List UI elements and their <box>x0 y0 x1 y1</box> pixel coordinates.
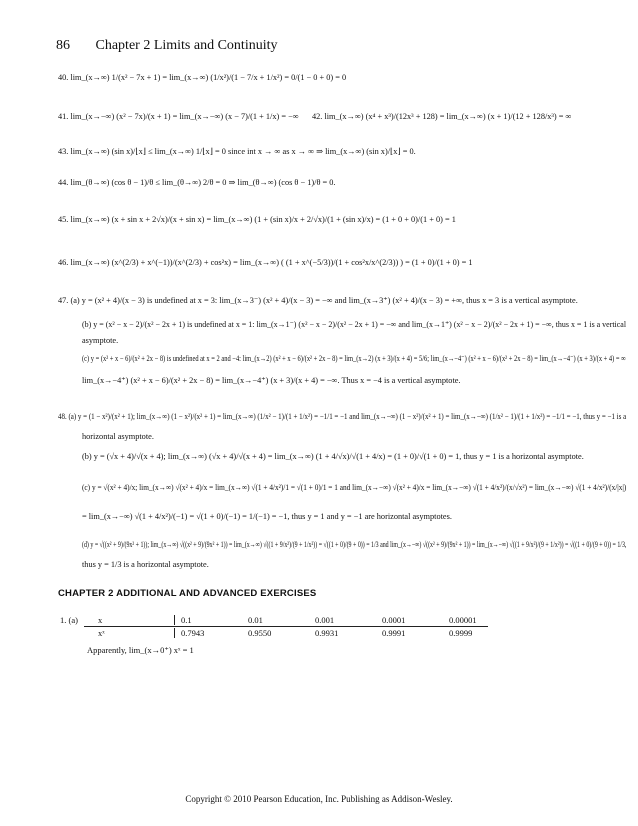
exercise-48-b: (b) y = (√x + 4)/√(x + 4); lim_(x→∞) (√x + 4)/√(x + 4) = lim_(x→∞) (1 + 4/√x)/√(1 + 4/x) = (1 + 0)/√(1 + 0) = 1, thus y = 1 is a horizontal asymptote. <box>82 452 584 461</box>
exercise-48-c-cont: = lim_(x→−∞) √(1 + 4/x²)/(−1) = √(1 + 0)/(−1) = 1/(−1) = −1, thus y = 1 and y = −1 are horizontal asymptotes. <box>82 512 452 521</box>
exercise-44: 44. lim_(θ→∞) (cos θ − 1)/θ ≤ lim_(θ→∞) 2/θ = 0 ⇒ lim_(θ→∞) (cos θ − 1)/θ = 0. <box>58 178 336 187</box>
chapter-title: Chapter 2 Limits and Continuity <box>95 38 278 53</box>
table-cell: 0.9931 <box>315 627 339 638</box>
exercise-47-c: (c) y = (x² + x − 6)/(x² + 2x − 8) is undefined at x = 2 and −4: lim_(x→2) (x² + x − 6)/(x² + 2x − 8) = lim_(x→2) (x + 3)/(x + 4) = 5/6; lim_(x→−4⁻) (x² + x − 6)/(x² + 2x − 8) = lim_(x→−4⁻) (x + 3)/(x + 4) = ∞ <box>82 354 626 363</box>
table-cell: 0.9550 <box>248 627 272 638</box>
table-conclusion: Apparently, lim_(x→0⁺) xˣ = 1 <box>87 645 194 655</box>
table-cell: 0.00001 <box>449 614 477 625</box>
exercise-41: 41. lim_(x→−∞) (x² − 7x)/(x + 1) = lim_(x→−∞) (x − 7)/(1 + 1/x) = −∞ <box>58 112 299 121</box>
table-divider <box>84 626 488 627</box>
table-cell: 0.001 <box>315 614 335 625</box>
table-cell: 0.9999 <box>449 627 473 638</box>
row-label-x: x <box>90 615 175 625</box>
exercise-47-b: (b) y = (x² − x − 2)/(x² − 2x + 1) is undefined at x = 1: lim_(x→1⁻) (x² − x − 2)/(x² − 2x + 1) = −∞ and lim_(x→1⁺) (x² − x − 2)/(x² − 2x + 1) = −∞, thus x = 1 is a vertical <box>82 320 627 329</box>
exercise-47-c-cont: lim_(x→−4⁺) (x² + x − 6)/(x² + 2x − 8) = lim_(x→−4⁺) (x + 3)/(x + 4) = −∞. Thus x = −4 is a vertical asymptote. <box>82 376 461 385</box>
table-cell: 0.7943 <box>181 627 205 638</box>
table-cell: 0.01 <box>248 614 263 625</box>
exercise-45: 45. lim_(x→∞) (x + sin x + 2√x)/(x + sin x) = lim_(x→∞) (1 + (sin x)/x + 2/√x)/(1 + (sin x)/x) = (1 + 0 + 0)/(1 + 0) = 1 <box>58 215 456 224</box>
exercise-48-d-cont: thus y = 1/3 is a horizontal asymptote. <box>82 560 209 569</box>
table-row <box>60 613 510 626</box>
table-label: 1. (a) <box>60 614 78 625</box>
exercise-40: 40. lim_(x→∞) 1/(x² − 7x + 1) = lim_(x→∞) (1/x²)/(1 − 7/x + 1/x²) = 0/(1 − 0 + 0) = 0 <box>58 73 347 82</box>
exercise-47-a: 47. (a) y = (x² + 4)/(x − 3) is undefined at x = 3: lim_(x→3⁻) (x² + 4)/(x − 3) = −∞ and lim_(x→3⁺) (x² + 4)/(x − 3) = +∞, thus x = 3 is a vertical asymptote. <box>58 296 578 305</box>
table-row <box>60 626 510 639</box>
table-cell: 0.9991 <box>382 627 406 638</box>
table-cell: 0.1 <box>181 614 192 625</box>
page-number: 86 <box>56 38 70 53</box>
exercise-48-d: (d) y = √((x² + 9)/(9x² + 1)); lim_(x→∞) √((x² + 9)/(9x² + 1)) = lim_(x→∞) √((1 + 9/x²)/(9 + 1/x²)) = √((1 + 0)/(9 + 0)) = 1/3 and lim_(x→−∞) √((x² + 9)/(9x² + 1)) = lim_(x→−∞) √((1 + 9/x²)/(9 + 1/x²)) = √((1 + 0)/(9 + 0)) = 1/3, <box>82 540 627 549</box>
exercise-43: 43. lim_(x→∞) (sin x)/⌊x⌋ ≤ lim_(x→∞) 1/⌊x⌋ = 0 since int x → ∞ as x → ∞ ⇒ lim_(x→∞) (sin x)/⌊x⌋ = 0. <box>58 147 416 156</box>
exercise-48-c: (c) y = √(x² + 4)/x; lim_(x→∞) √(x² + 4)/x = lim_(x→∞) √(1 + 4/x²)/1 = √(1 + 0)/1 = 1 and lim_(x→−∞) √(x² + 4)/x = lim_(x→−∞) √(1 + 4/x²)/(x/√x²) = lim_(x→−∞) √(1 + 4/x²)/(x/|x|) <box>82 483 627 492</box>
exercise-46: 46. lim_(x→∞) (x^(2/3) + x^(−1))/(x^(2/3) + cos²x) = lim_(x→∞) ( (1 + x^(−5/3))/(1 + cos²x/x^(2/3)) ) = (1 + 0)/(1 + 0) = 1 <box>58 258 473 267</box>
exercise-47-b-cont: asymptote. <box>82 336 119 345</box>
page-header <box>56 38 278 54</box>
row-label-xx: xˣ <box>90 628 175 638</box>
values-table <box>60 613 510 639</box>
section-heading: CHAPTER 2 ADDITIONAL AND ADVANCED EXERCISES <box>58 588 317 599</box>
copyright-footer: Copyright © 2010 Pearson Education, Inc. Publishing as Addison-Wesley. <box>185 794 453 804</box>
exercise-48-a-cont: horizontal asymptote. <box>82 432 154 441</box>
exercise-48-a: 48. (a) y = (1 − x²)/(x² + 1); lim_(x→∞) (1 − x²)/(x² + 1) = lim_(x→∞) (1/x² − 1)/(1 + 1/x²) = −1/1 = −1 and lim_(x→−∞) (1 − x²)/(x² + 1) = lim_(x→−∞) (1/x² − 1)/(1 + 1/x²) = −1/1 = −1, thus y = −1 is a <box>58 412 627 421</box>
exercise-42: 42. lim_(x→∞) (x⁴ + x³)/(12x³ + 128) = lim_(x→∞) (x + 1)/(12 + 128/x³) = ∞ <box>312 112 572 121</box>
table-cell: 0.0001 <box>382 614 406 625</box>
